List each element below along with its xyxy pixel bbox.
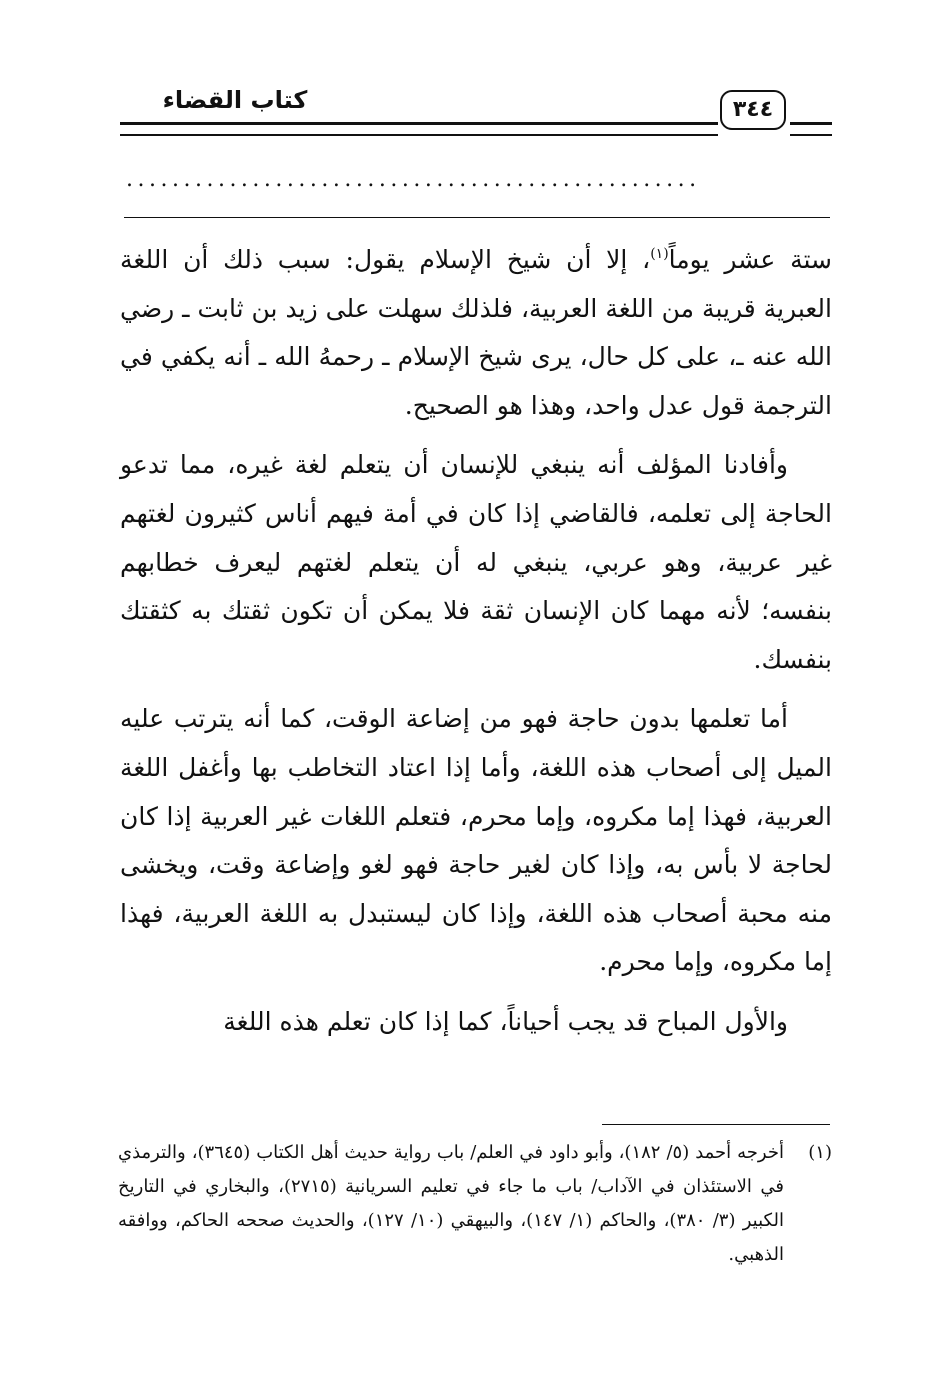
footnote-reference: (١) — [650, 246, 669, 262]
book-title: كتاب القضاء — [162, 86, 308, 114]
header-rule-right — [790, 122, 832, 136]
main-text — [120, 236, 832, 1047]
footnote-1 — [118, 1136, 832, 1272]
paragraph-4: والأول المباح قد يجب أحياناً، كما إذا كان تعلم هذه اللغة — [223, 1006, 788, 1036]
footnote-text: أخرجه أحمد (٥/ ١٨٢)، وأبو داود في العلم/ باب رواية حديث أهل الكتاب (٣٦٤٥)، والترمذي في الاستئذان في الآداب/ باب ما جاء في تعليم السريانية (٢٧١٥)، والبخاري في التاريخ الكبير (٣/ ٣٨٠)، والحاكم (١/ ١٤٧)، والبيهقي (١٠/ ١٢٧)، والحديث صححه الحاكم، ووافقه الذهبي. — [118, 1142, 784, 1265]
paragraph-1 — [120, 236, 832, 430]
footnotes — [118, 1136, 832, 1272]
top-divider — [124, 217, 830, 218]
paragraph-1-start: ستة عشر يوماً — [668, 245, 832, 274]
paragraph-3: أما تعلمها بدون حاجة فهو من إضاعة الوقت، كما أنه يترتب عليه الميل إلى أصحاب هذه اللغة، وأما إذا اعتاد التخاطب بها وأغفل اللغة العربية، فهذا إما مكروه، وإما محرم، فتعلم اللغات غير العربية إذا كان لحاجة لا بأس به، وإذا كان لغير حاجة فهو لغو وإضاعة وقت، ويخشى منه محبة أصحاب هذه اللغة، وإذا كان ليستبدل به اللغة العربية، فهذا إما مكروه، وإما محرم. — [120, 704, 832, 977]
header-rule-left — [120, 122, 718, 136]
paragraph-1-rest: ، إلا أن شيخ الإسلام يقول: سبب ذلك أن اللغة العبرية قريبة من اللغة العربية، فلذلك سهلت على زيد بن ثابت ـ رضي الله عنه ـ، على كل حال، يرى شيخ الإسلام ـ رحمهُ الله ـ أنه يكفي في الترجمة قول عدل واحد، وهذا هو الصحيح. — [120, 245, 833, 420]
page-number: ٣٤٤ — [720, 90, 786, 130]
footnote-divider — [602, 1124, 830, 1125]
paragraph-2: وأفادنا المؤلف أنه ينبغي للإنسان أن يتعلم لغة غيره، مما تدعو الحاجة إلى تعلمه، فالقاضي إذا كان في أمة فيهم أناس كثيرون لغتهم غير عربية، وهو عربي، ينبغي له أن يتعلم لغتهم ليعرف خطابهم بنفسه؛ لأنه مهما كان الإنسان ثقة فلا يمكن أن تكون ثقتك به كثقتك بنفسك. — [120, 450, 832, 674]
ellipsis-separator: .................................................. — [126, 170, 701, 190]
footnote-number: (١) — [808, 1142, 832, 1163]
running-header — [120, 86, 832, 146]
